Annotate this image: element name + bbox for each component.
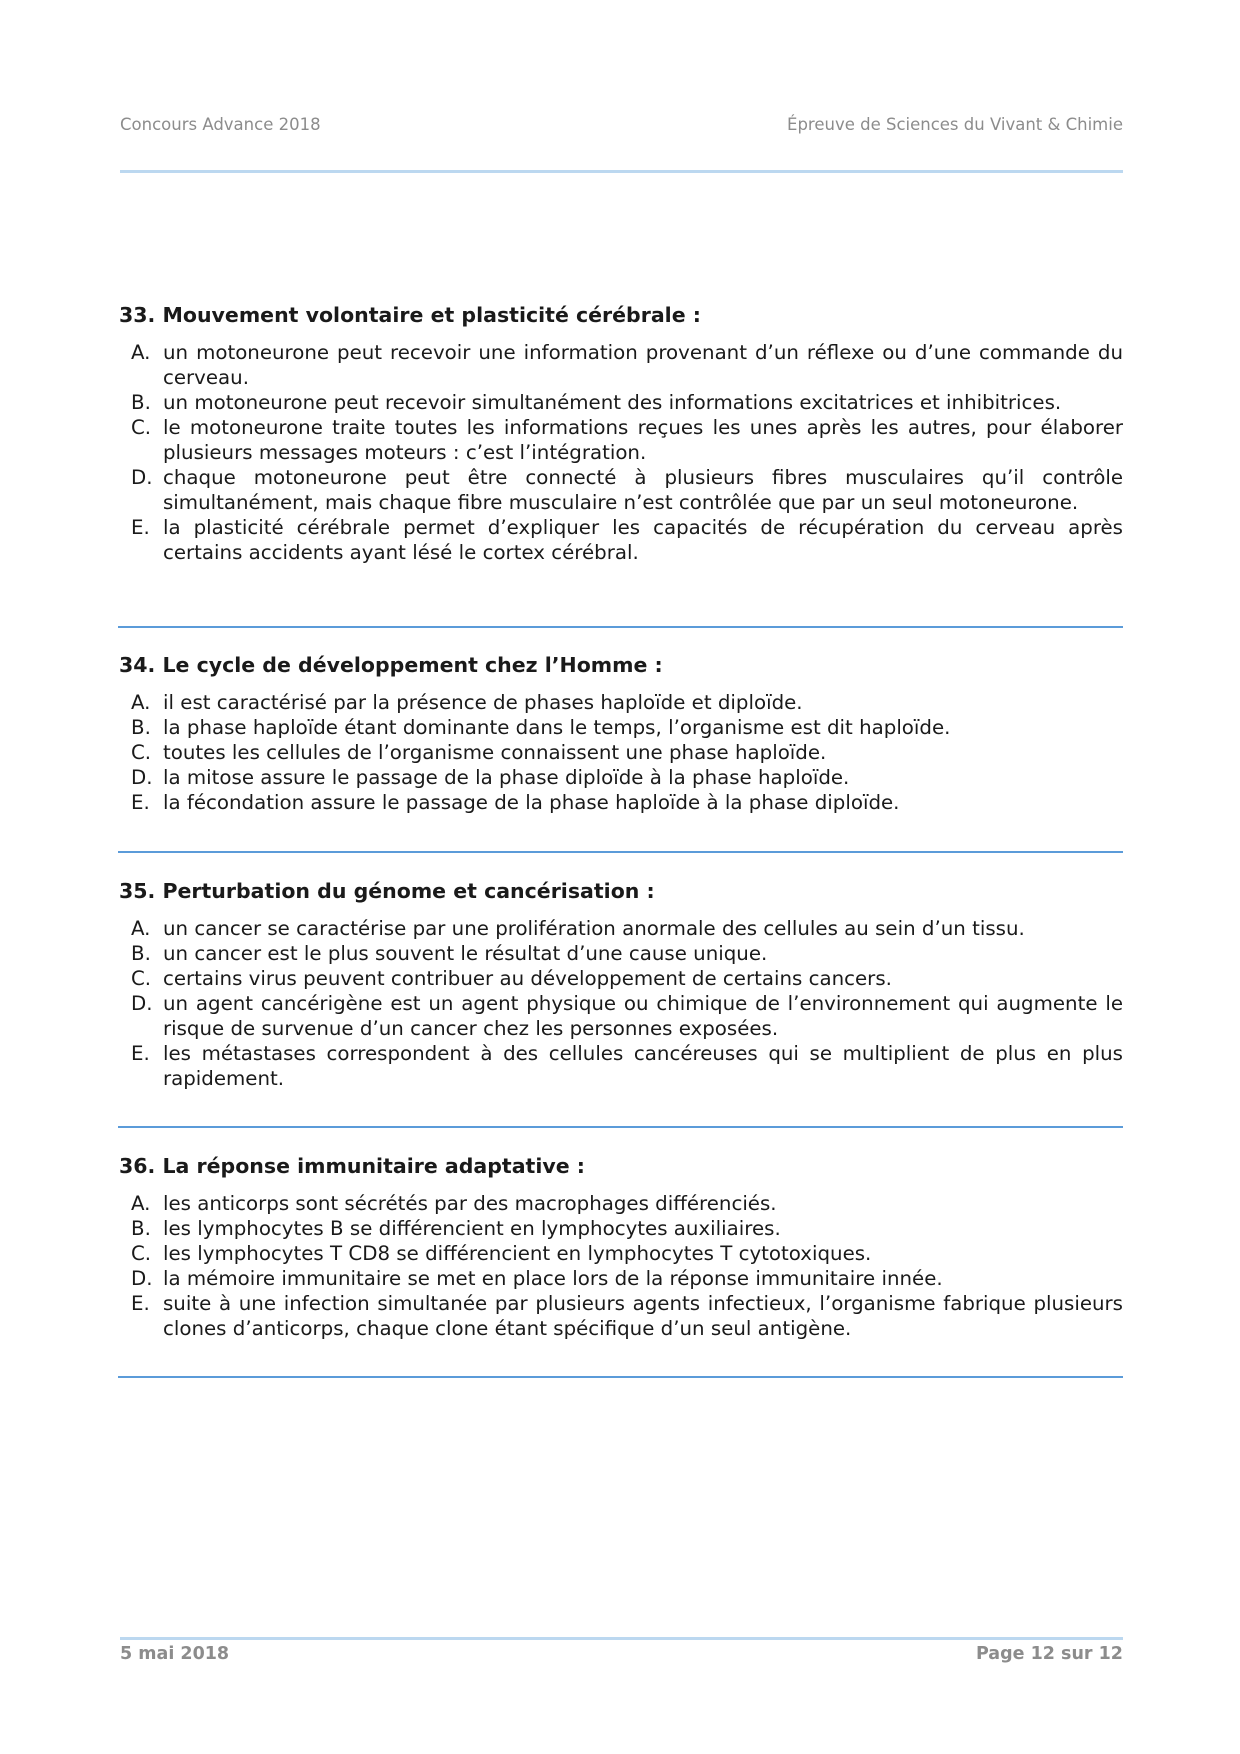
option-a (118, 690, 1123, 715)
option-b (118, 390, 1123, 415)
question-divider (118, 1126, 1123, 1128)
option-a (118, 340, 1123, 390)
header-exam-subject: Épreuve de Sciences du Vivant & Chimie (787, 115, 1123, 134)
option-b (118, 941, 1123, 966)
question-number: 34. (119, 653, 156, 677)
question-number: 33. (119, 303, 156, 327)
option-letter: A. (131, 917, 151, 940)
question-title (119, 876, 1123, 906)
option-text: les lymphocytes T CD8 se différencient en lymphocytes T cytotoxiques. (163, 1242, 872, 1265)
option-letter: D. (131, 992, 153, 1015)
option-letter: B. (131, 716, 151, 739)
option-letter: E. (131, 1292, 150, 1315)
option-a (118, 916, 1123, 941)
option-letter: A. (131, 1192, 151, 1215)
option-c (118, 966, 1123, 991)
option-letter: C. (131, 416, 152, 439)
option-letter: B. (131, 942, 151, 965)
header-divider (120, 170, 1123, 173)
option-text: les métastases correspondent à des cellules cancéreuses qui se multiplient de plus en plus rapidement. (163, 1042, 1123, 1090)
option-d (118, 465, 1123, 515)
option-e (118, 1041, 1123, 1091)
option-text: un cancer se caractérise par une prolifération anormale des cellules au sein d’un tissu. (163, 917, 1025, 940)
page-footer (120, 1644, 1123, 1668)
question-text: Le cycle de développement chez l’Homme : (162, 653, 663, 677)
option-d (118, 991, 1123, 1041)
header-exam-name: Concours Advance 2018 (120, 115, 321, 134)
option-text: il est caractérisé par la présence de phases haploïde et diploïde. (163, 691, 803, 714)
options-list (118, 1191, 1123, 1341)
question-divider (118, 1376, 1123, 1378)
option-text: un agent cancérigène est un agent physique ou chimique de l’environnement qui augmente le risque de survenue d’un cancer chez les personnes exposées. (163, 992, 1123, 1040)
question-34 (118, 650, 1123, 815)
option-letter: C. (131, 1242, 152, 1265)
option-letter: E. (131, 791, 150, 814)
option-e (118, 790, 1123, 815)
option-text: la phase haploïde étant dominante dans le temps, l’organisme est dit haploïde. (163, 716, 951, 739)
option-letter: A. (131, 691, 151, 714)
option-letter: D. (131, 766, 153, 789)
option-d (118, 1266, 1123, 1291)
option-c (118, 740, 1123, 765)
options-list (118, 916, 1123, 1091)
option-letter: C. (131, 741, 152, 764)
option-text: le motoneurone traite toutes les informations reçues les unes après les autres, pour élaborer plusieurs messages moteurs : c’est l’intégration. (163, 416, 1123, 464)
option-c (118, 1241, 1123, 1266)
option-text: un cancer est le plus souvent le résultat d’une cause unique. (163, 942, 768, 965)
question-title (119, 650, 1123, 680)
question-divider (118, 851, 1123, 853)
question-36 (118, 1151, 1123, 1341)
question-divider (118, 626, 1123, 628)
footer-date: 5 mai 2018 (120, 1644, 230, 1664)
option-text: suite à une infection simultanée par plusieurs agents infectieux, l’organisme fabrique plusieurs clones d’anticorps, chaque clone étant spécifique d’un seul antigène. (163, 1292, 1123, 1340)
option-text: les lymphocytes B se différencient en lymphocytes auxiliaires. (163, 1217, 781, 1240)
options-list (118, 340, 1123, 565)
question-text: La réponse immunitaire adaptative : (162, 1154, 585, 1178)
question-text: Mouvement volontaire et plasticité cérébrale : (162, 303, 701, 327)
question-text: Perturbation du génome et cancérisation : (162, 879, 655, 903)
option-letter: C. (131, 967, 152, 990)
question-33 (118, 300, 1123, 565)
question-title (119, 1151, 1123, 1181)
option-text: la mitose assure le passage de la phase diploïde à la phase haploïde. (163, 766, 850, 789)
option-text: toutes les cellules de l’organisme connaissent une phase haploïde. (163, 741, 827, 764)
option-text: la mémoire immunitaire se met en place lors de la réponse immunitaire innée. (163, 1267, 943, 1290)
option-b (118, 715, 1123, 740)
footer-page-number: Page 12 sur 12 (975, 1644, 1123, 1664)
option-c (118, 415, 1123, 465)
options-list (118, 690, 1123, 815)
page-header (120, 115, 1123, 139)
option-e (118, 515, 1123, 565)
option-letter: D. (131, 466, 153, 489)
option-d (118, 765, 1123, 790)
option-letter: E. (131, 1042, 150, 1065)
option-letter: E. (131, 516, 150, 539)
question-title (119, 300, 1123, 330)
option-letter: D. (131, 1267, 153, 1290)
option-e (118, 1291, 1123, 1341)
option-letter: A. (131, 341, 151, 364)
option-text: un motoneurone peut recevoir simultanément des informations excitatrices et inhibitrices. (163, 391, 1062, 414)
option-text: la fécondation assure le passage de la phase haploïde à la phase diploïde. (163, 791, 900, 814)
option-text: un motoneurone peut recevoir une information provenant d’un réflexe ou d’une commande du cerveau. (163, 341, 1123, 389)
option-text: la plasticité cérébrale permet d’expliquer les capacités de récupération du cerveau après certains accidents ayant lésé le cortex cérébral. (163, 516, 1123, 564)
option-a (118, 1191, 1123, 1216)
option-text: certains virus peuvent contribuer au développement de certains cancers. (163, 967, 892, 990)
option-b (118, 1216, 1123, 1241)
question-number: 36. (119, 1154, 156, 1178)
question-number: 35. (119, 879, 156, 903)
option-text: les anticorps sont sécrétés par des macrophages différenciés. (163, 1192, 777, 1215)
question-35 (118, 876, 1123, 1091)
option-letter: B. (131, 1217, 151, 1240)
option-text: chaque motoneurone peut être connecté à plusieurs fibres musculaires qu’il contrôle simultanément, mais chaque fibre musculaire n’est contrôlée que par un seul motoneurone. (163, 466, 1123, 514)
option-letter: B. (131, 391, 151, 414)
footer-divider (120, 1637, 1123, 1640)
